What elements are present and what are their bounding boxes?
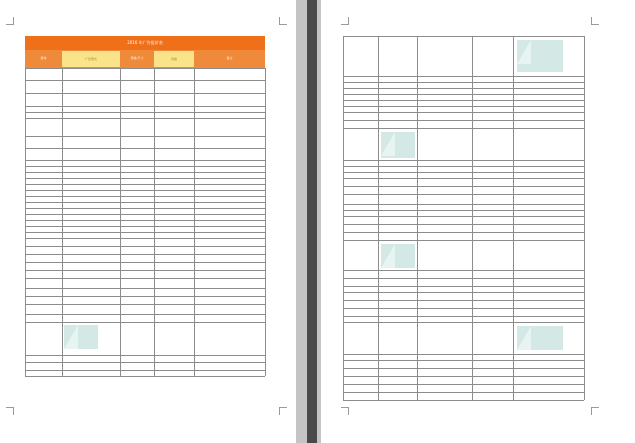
table-column-line [417,36,418,400]
table-row-line [343,36,584,37]
table-row-line [343,204,584,205]
table-row-line [25,190,265,191]
image-placeholder [517,326,563,350]
table-row-line [343,76,584,77]
table-row-line [25,304,265,305]
table-row-line [343,160,584,161]
table-row-line [25,288,265,289]
table-row-line [25,254,265,255]
table-row-line [343,94,584,95]
table-row-line [25,262,265,263]
table-column-line [194,68,195,376]
table-row-line [25,148,265,149]
image-placeholder [381,244,415,268]
column-header-ad-format: 广告形式 [62,51,120,67]
table-row-line [343,376,584,377]
table-column-line [378,36,379,400]
table-row-line [25,106,265,107]
table-row-line [25,68,265,69]
table-row-line [25,370,265,371]
table-row-line [343,286,584,287]
table-row-line [343,354,584,355]
table-column-line [25,68,26,376]
table-row-line [343,100,584,101]
table-row-line [25,184,265,185]
table-row-line [343,112,584,113]
table-row-line [25,202,265,203]
table-row-line [343,232,584,233]
table-row-line [25,112,265,113]
table-row-line [25,322,265,323]
table-row-line [25,208,265,209]
table-row-line [343,270,584,271]
table-row-line [343,316,584,317]
table-row-line [343,360,584,361]
table-row-line [25,232,265,233]
table-row-line [25,362,265,363]
image-placeholder [381,132,415,158]
page-divider [307,0,317,443]
table-row-line [343,278,584,279]
table-row-line [343,308,584,309]
table-row-line [25,172,265,173]
document-page-left [0,0,296,443]
table-column-line [343,36,344,400]
table-column-line [584,36,585,400]
column-header-notes: 备注 [226,56,233,60]
image-placeholder [64,325,98,349]
table-column-line [472,36,473,400]
column-header-media: 媒体 [40,56,47,60]
table-row-line [343,172,584,173]
table-row-line [25,214,265,215]
price-table-continued [321,0,635,443]
table-row-line [25,136,265,137]
document-page-right [321,0,635,443]
table-row-line [25,166,265,167]
table-row-line [343,210,584,211]
table-row-line [343,322,584,323]
table-row-line [343,224,584,225]
table-row-line [25,246,265,247]
table-row-line [343,400,584,401]
table-row-line [343,82,584,83]
table-row-line [343,292,584,293]
table-row-line [25,226,265,227]
table-row-line [343,300,584,301]
table-row-line [343,128,584,129]
table-row-line [25,296,265,297]
table-row-line [25,278,265,279]
table-column-line [265,68,266,376]
table-row-line [25,93,265,94]
table-row-line [343,384,584,385]
table-row-line [25,355,265,356]
table-row-line [25,80,265,81]
column-header-spec: 规格/尺寸 [130,56,144,60]
table-row-line [25,238,265,239]
table-row-line [343,240,584,241]
table-row-line [25,220,265,221]
column-header-price: 价格 [154,51,194,67]
table-row-line [25,118,265,119]
table-row-line [343,178,584,179]
table-row-line [343,194,584,195]
table-title: 2016 年广告报价表 [25,36,265,50]
table-row-line [343,120,584,121]
table-row-line [343,186,584,187]
table-row-line [343,216,584,217]
image-placeholder [517,40,563,72]
table-row-line [343,88,584,89]
table-column-line [513,36,514,400]
table-row-line [25,270,265,271]
table-row-line [25,376,265,377]
table-row-line [343,166,584,167]
price-table [0,0,296,443]
table-row-line [343,368,584,369]
table-column-line [120,68,121,376]
table-row-line [343,392,584,393]
table-row-line [25,178,265,179]
table-row-line [25,314,265,315]
table-row-line [343,106,584,107]
table-row-line [25,196,265,197]
table-column-line [62,68,63,376]
table-column-line [154,68,155,376]
table-row-line [25,160,265,161]
